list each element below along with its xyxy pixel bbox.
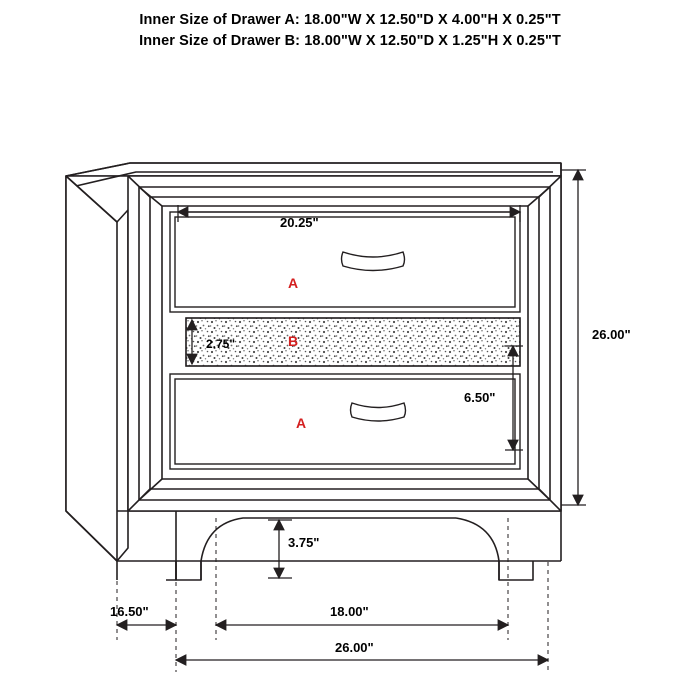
dim-right-height-label: 26.00" (592, 327, 631, 342)
drawer-b-label: B (288, 333, 299, 349)
dim-drawer-b-height-label: 2.75" (206, 337, 236, 351)
dim-top-width-label: 20.25" (280, 215, 319, 230)
drawer-a-bottom-label: A (296, 415, 307, 431)
drawer-a-top-label: A (288, 275, 299, 291)
dim-depth-label: 16.50" (110, 604, 149, 619)
dim-leg-height-label: 3.75" (288, 535, 320, 550)
inner-size-drawer-b-text: Inner Size of Drawer B: 18.00"W X 12.50"D X 1.25"H X 0.25"T (139, 33, 561, 49)
dim-overall-width-label: 26.00" (335, 640, 374, 655)
dim-lower-drawer-height-label: 6.50" (464, 390, 496, 405)
inner-size-drawer-a-text: Inner Size of Drawer A: 18.00"W X 12.50"D X 4.00"H X 0.25"T (139, 12, 561, 28)
dim-base-width-label: 18.00" (330, 604, 369, 619)
